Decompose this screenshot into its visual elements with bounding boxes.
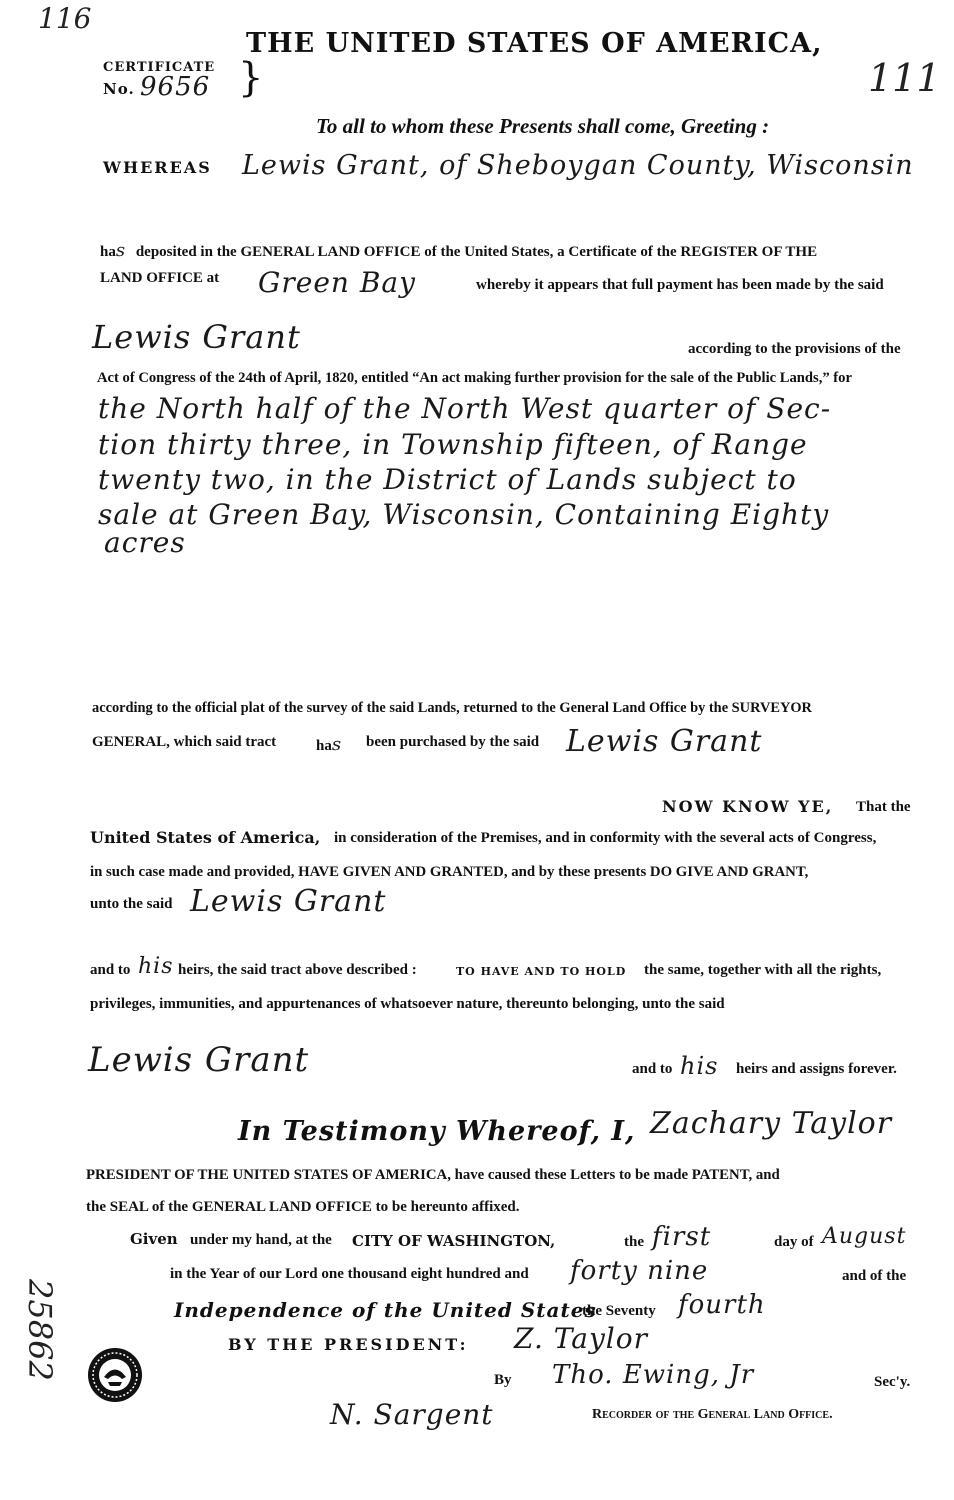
general-land-office-seal bbox=[86, 1346, 144, 1404]
tract-line-3: twenty two, in the District of Lands subject to bbox=[98, 463, 797, 496]
payment-text: whereby it appears that full payment has been made by the said bbox=[476, 277, 884, 293]
testimony-heading: In Testimony Whereof, I, bbox=[238, 1116, 636, 1147]
to-have-and-to-hold: TO HAVE AND TO HOLD bbox=[456, 965, 627, 978]
privileges-line: privileges, immunities, and appurtenances of whatsoever nature, thereunto belonging, unto the said bbox=[90, 996, 725, 1012]
and-to: and to bbox=[90, 962, 131, 978]
land-office-label: LAND OFFICE at bbox=[100, 270, 220, 286]
the-seventy: the Seventy bbox=[582, 1303, 656, 1319]
grant-line-2: in such case made and provided, HAVE GIVEN AND GRANTED, and by these presents DO GIVE AND GRANT, bbox=[90, 864, 809, 880]
day-of-label: day of bbox=[774, 1234, 814, 1250]
tract-line-5: acres bbox=[104, 526, 186, 559]
deposit-line-1 bbox=[100, 240, 817, 261]
united-states-of-america: United States of America, bbox=[90, 828, 321, 847]
year-handwritten: forty nine bbox=[570, 1256, 709, 1286]
survey-line-2b: been purchased by the said bbox=[366, 734, 540, 750]
by-the-president: BY THE PRESIDENT: bbox=[228, 1335, 469, 1354]
survey-line-1: according to the official plat of the survey of the said Lands, returned to the General Land Office by the SURVEYOR bbox=[92, 700, 812, 716]
secy-label: Sec'y. bbox=[874, 1374, 911, 1390]
certificate-label: CERTIFICATE bbox=[103, 60, 216, 75]
survey-has bbox=[316, 734, 342, 755]
and-to-2: and to bbox=[632, 1061, 673, 1077]
month-handwritten: August bbox=[822, 1224, 907, 1249]
testimony-line-2: the SEAL of the GENERAL LAND OFFICE to be hereunto affixed. bbox=[86, 1199, 520, 1215]
certificate-number: 9656 bbox=[140, 72, 211, 102]
survey-has-prefix: ha bbox=[316, 738, 332, 754]
testimony-line-1: PRESIDENT OF THE UNITED STATES OF AMERICA, have caused these Letters to be made PATENT, and bbox=[86, 1167, 780, 1183]
his-handwritten-1: his bbox=[138, 954, 174, 979]
heirs-line: heirs, the said tract above described : bbox=[178, 962, 417, 978]
grant-line-1-rest: in consideration of the Premises, and in conformity with the several acts of Congress, bbox=[334, 830, 877, 846]
by-label: By bbox=[494, 1372, 512, 1388]
land-office-handwritten: Green Bay bbox=[258, 266, 416, 299]
tract-line-2: tion thirty three, in Township fifteen, of Range bbox=[98, 428, 808, 461]
corner-handwritten-number: 111 bbox=[868, 56, 941, 100]
his-handwritten-2: his bbox=[680, 1052, 719, 1080]
grantee-handwritten-2: Lewis Grant bbox=[88, 1040, 310, 1080]
city-of-washington: CITY OF WASHINGTON, bbox=[352, 1232, 556, 1250]
year-line: in the Year of our Lord one thousand eight hundred and bbox=[170, 1266, 529, 1282]
independence-heading: Independence of the United States bbox=[174, 1298, 597, 1322]
now-know-ye: NOW KNOW YE, bbox=[662, 797, 834, 816]
payer-handwritten: Lewis Grant bbox=[92, 318, 301, 356]
and-of-the: and of the bbox=[842, 1268, 907, 1284]
act-of-congress-text: Act of Congress of the 24th of April, 1820, entitled “An act making further provision for the sale of the Public Lands,” for bbox=[97, 370, 852, 386]
president-name-handwritten: Zachary Taylor bbox=[650, 1106, 893, 1141]
given-rest: under my hand, at the bbox=[190, 1232, 332, 1248]
grantee-handwritten-1: Lewis Grant bbox=[190, 884, 387, 919]
tract-line-1: the North half of the North West quarter of Sec- bbox=[98, 392, 832, 425]
document-title: THE UNITED STATES OF AMERICA, bbox=[246, 28, 823, 59]
tract-line-4: sale at Green Bay, Wisconsin, Containing Eighty bbox=[98, 498, 830, 531]
has-suffix-hand: s bbox=[115, 240, 127, 261]
margin-handwritten-number: 25862 bbox=[21, 1279, 59, 1381]
page-number-handwritten: 116 bbox=[38, 2, 92, 35]
provisions-text: according to the provisions of the bbox=[688, 341, 901, 357]
unto-the-said: unto the said bbox=[90, 896, 173, 912]
deposit-text-1: deposited in the GENERAL LAND OFFICE of the United States, a Certificate of the REGISTER OF THE bbox=[135, 244, 818, 260]
survey-line-2a: GENERAL, which said tract bbox=[92, 734, 277, 750]
survey-has-suffix-hand: s bbox=[331, 734, 343, 755]
same-line: the same, together with all the rights, bbox=[644, 962, 882, 978]
seventy-handwritten: fourth bbox=[678, 1290, 766, 1320]
has-prefix: ha bbox=[100, 244, 116, 260]
recorder-title: Recorder of the General Land Office. bbox=[592, 1407, 833, 1422]
the-label: the bbox=[624, 1234, 644, 1250]
president-signature: Z. Taylor bbox=[514, 1322, 648, 1355]
given-label: Given bbox=[130, 1230, 178, 1248]
greeting: To all to whom these Presents shall come, Greeting : bbox=[316, 114, 770, 138]
secretary-signature: Tho. Ewing, Jr bbox=[552, 1360, 755, 1390]
whereas-label: WHEREAS bbox=[103, 158, 212, 177]
grantee-origin-handwritten: Lewis Grant, of Sheboygan County, Wisconsin bbox=[242, 150, 914, 181]
purchaser-handwritten: Lewis Grant bbox=[566, 724, 763, 759]
that-the: That the bbox=[856, 799, 911, 815]
heirs-and-assigns: heirs and assigns forever. bbox=[736, 1061, 897, 1077]
day-handwritten: first bbox=[652, 1222, 712, 1252]
recorder-signature: N. Sargent bbox=[330, 1398, 494, 1431]
certificate-number-label: No. bbox=[103, 80, 135, 98]
bracket-glyph: } bbox=[238, 55, 264, 101]
